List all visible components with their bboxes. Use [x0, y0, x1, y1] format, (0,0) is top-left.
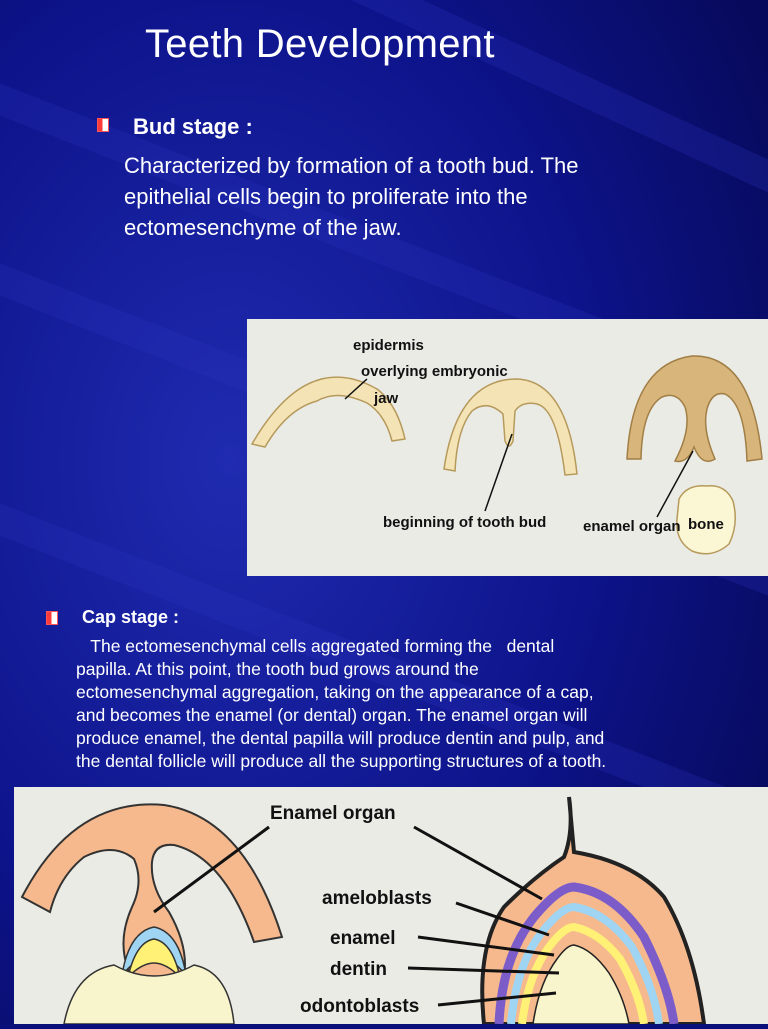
- cap-stage-diagram: [14, 787, 768, 1024]
- label-dentin: dentin: [330, 959, 387, 980]
- text-line: produce enamel, the dental papilla will produce dentin and pulp, and: [76, 728, 605, 748]
- label-enamel-organ: Enamel organ: [270, 803, 396, 824]
- text-line: papilla. At this point, the tooth bud grows around the: [76, 659, 479, 679]
- text-line: Characterized by formation of a tooth bud. The: [124, 153, 579, 178]
- text-line: the dental follicle will produce all the supporting structures of a tooth.: [76, 751, 607, 771]
- text-line: The ectomesenchymal cells aggregated forming the dental: [76, 636, 555, 656]
- text-line: ectomesenchyme of the jaw.: [124, 215, 402, 240]
- bud-stage-diagram: [247, 319, 768, 576]
- label-enamel-organ: enamel organ: [583, 518, 681, 535]
- bud-stage-figure: [247, 319, 768, 576]
- bud-stage-description: [124, 150, 724, 243]
- label-enamel: enamel: [330, 928, 396, 949]
- label-ameloblasts: ameloblasts: [322, 888, 432, 909]
- label-overlying: overlying embryonic: [361, 363, 508, 380]
- label-jaw: jaw: [374, 390, 399, 407]
- text-line: ectomesenchymal aggregation, taking on the appearance of a cap,: [76, 682, 594, 702]
- label-bone: bone: [688, 516, 724, 533]
- leader-line: [414, 827, 542, 899]
- label-epidermis: epidermis: [353, 337, 424, 354]
- label-odontoblasts: odontoblasts: [300, 996, 420, 1017]
- cap-stage-description: [76, 635, 756, 773]
- page-title: Teeth Development: [145, 22, 495, 66]
- text-line: epithelial cells begin to proliferate into the: [124, 184, 528, 209]
- jaw-arch-shape: [444, 379, 577, 475]
- bud-stage-heading: Bud stage :: [133, 114, 253, 139]
- label-tooth-bud: beginning of tooth bud: [383, 514, 547, 531]
- cap-stage-figure: [14, 787, 768, 1024]
- bullet-icon: [97, 118, 109, 132]
- text-line: and becomes the enamel (or dental) organ. The enamel organ will: [76, 705, 588, 725]
- bullet-icon: [46, 611, 58, 625]
- leader-line: [485, 434, 512, 511]
- jaw-arch-shape: [627, 356, 762, 461]
- jaw-arch-shape: [252, 377, 405, 447]
- cap-stage-heading: Cap stage :: [82, 607, 180, 627]
